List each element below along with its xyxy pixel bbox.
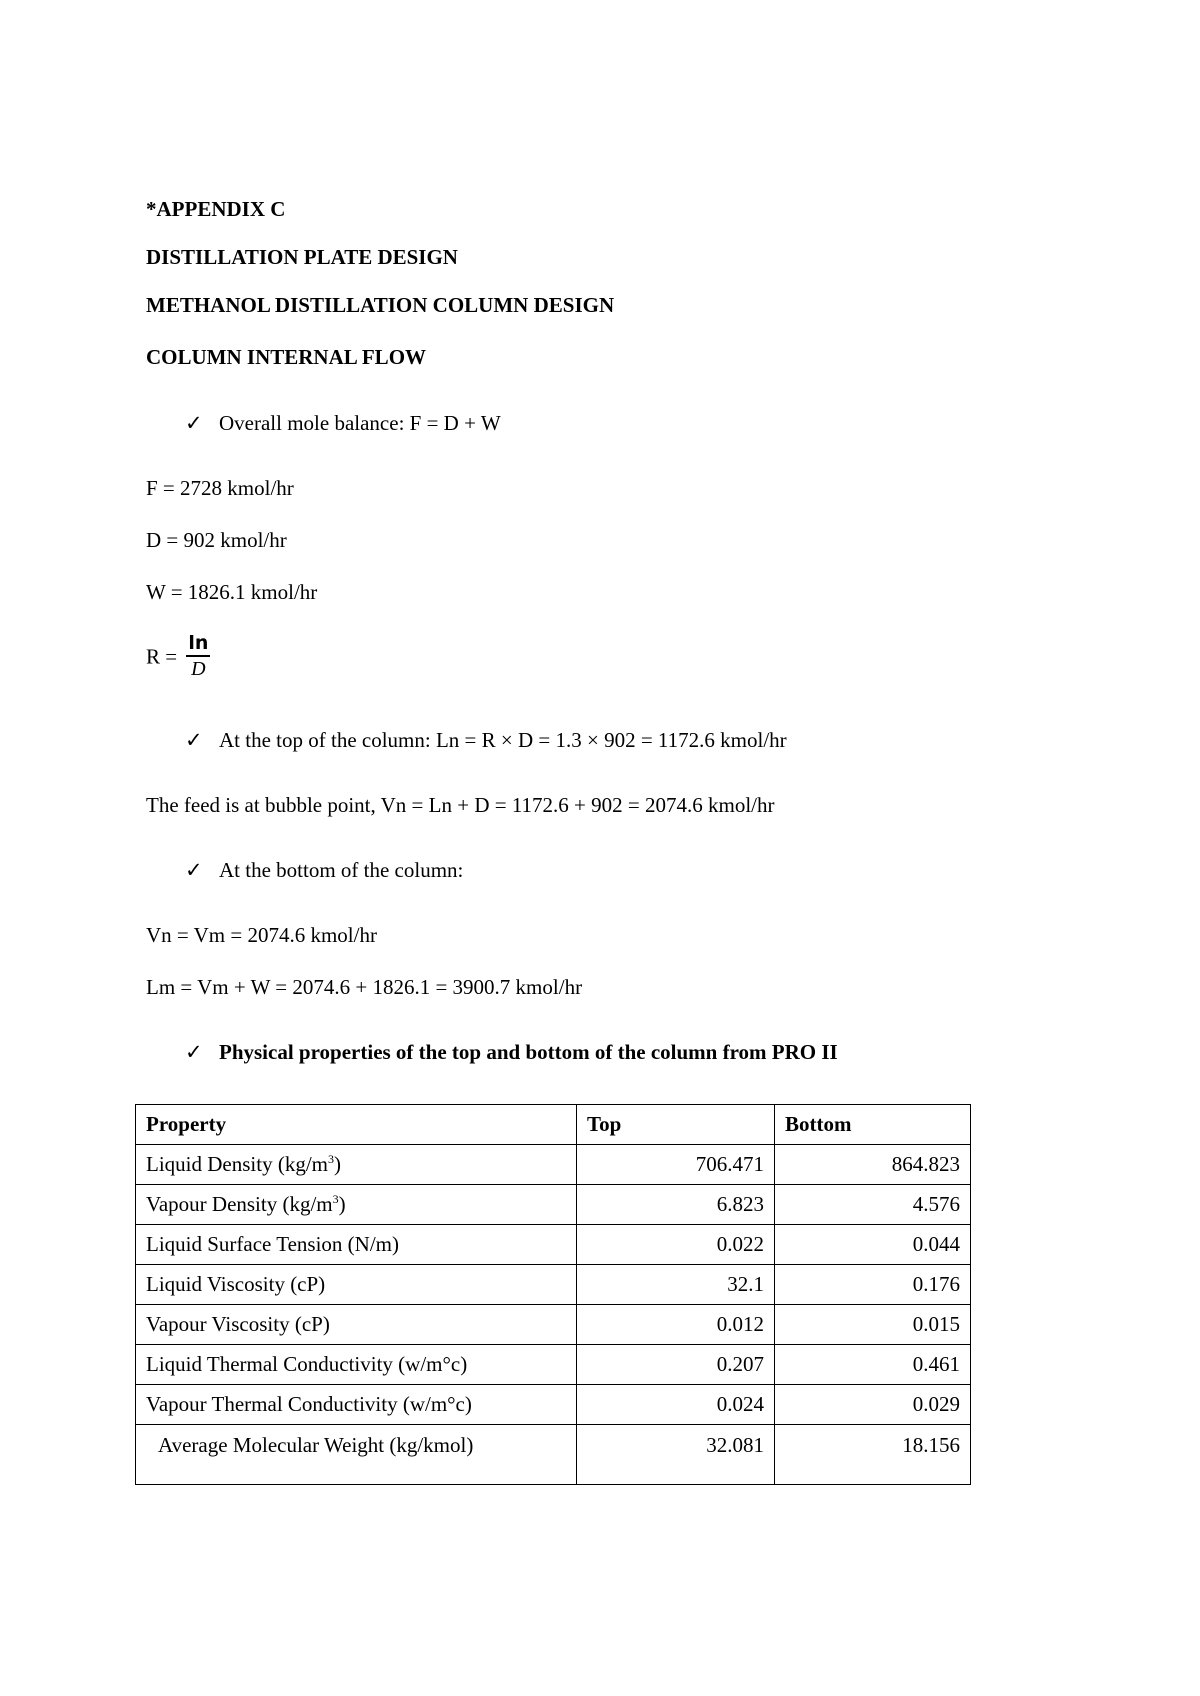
property-cell: Liquid Surface Tension (N/m) [136, 1225, 577, 1265]
property-cell: Vapour Viscosity (cP) [136, 1305, 577, 1345]
bottom-value-cell: 864.823 [775, 1145, 971, 1185]
internal-flow-heading: COLUMN INTERNAL FLOW [146, 345, 427, 369]
bottom-value-cell: 4.576 [775, 1185, 971, 1225]
top-value-cell: 0.012 [577, 1305, 775, 1345]
appendix-heading: *APPENDIX C [146, 197, 286, 221]
lm-equation: Lm = Vm + W = 2074.6 + 1826.1 = 3900.7 kmol/hr [146, 975, 583, 999]
bottom-value-cell: 0.044 [775, 1225, 971, 1265]
property-cell: Liquid Density $(kg/m^3)$ [136, 1145, 577, 1185]
check-mark-icon: ✓ [185, 1040, 203, 1064]
header-bottom: Bottom [775, 1105, 971, 1145]
header-property: Property [136, 1105, 577, 1145]
table-row [136, 1185, 971, 1225]
top-value-cell: 0.207 [577, 1345, 775, 1385]
top-of-column-item [185, 730, 787, 751]
top-value-cell: 0.022 [577, 1225, 775, 1265]
distillate-flow: D = 902 kmol/hr [146, 528, 287, 552]
reflux-lhs: R = [146, 644, 178, 669]
top-of-column-text: At the top of the column: Ln = R × D = 1.3 × 902 = 1172.6 kmol/hr [219, 728, 787, 752]
top-value-cell: 32.1 [577, 1265, 775, 1305]
bottom-value-cell: 0.029 [775, 1385, 971, 1425]
property-cell: Vapour Thermal Conductivity (w/m°c) [136, 1385, 577, 1425]
check-mark-icon: ✓ [185, 858, 203, 882]
physical-properties-table [135, 1104, 971, 1485]
bottom-of-column-text: At the bottom of the column: [219, 858, 464, 882]
feed-bubble-point-text: The feed is at bubble point, Vn = Ln + D = 1172.6 + 902 = 2074.6 kmol/hr [146, 793, 775, 817]
check-mark-icon: ✓ [185, 728, 203, 752]
vn-vm-equation: Vn = Vm = 2074.6 kmol/hr [146, 923, 377, 947]
physical-properties-item [185, 1042, 838, 1063]
bottoms-flow: W = 1826.1 kmol/hr [146, 580, 318, 604]
property-cell: Liquid Viscosity (cP) [136, 1265, 577, 1305]
property-cell: Vapour Density $(kg/m^3)$ [136, 1185, 577, 1225]
physical-properties-heading: Physical properties of the top and bottom of the column from PRO II [219, 1040, 838, 1064]
property-cell: Liquid Thermal Conductivity (w/m°c) [136, 1345, 577, 1385]
feed-flow: F = 2728 kmol/hr [146, 476, 294, 500]
top-value-cell: 6.823 [577, 1185, 775, 1225]
table-row [136, 1385, 971, 1425]
property-cell: Average Molecular Weight (kg/kmol) [136, 1425, 577, 1485]
bottom-of-column-item [185, 860, 463, 881]
reflux-fraction [186, 634, 210, 679]
reflux-equation [146, 632, 210, 681]
top-value-cell: 0.024 [577, 1385, 775, 1425]
overall-balance-text: Overall mole balance: F = D + W [219, 411, 501, 435]
table-header-row [136, 1105, 971, 1145]
top-value-cell: 32.081 [577, 1425, 775, 1485]
bottom-value-cell: 0.461 [775, 1345, 971, 1385]
bottom-value-cell: 0.015 [775, 1305, 971, 1345]
table-row [136, 1305, 971, 1345]
table-row [136, 1145, 971, 1185]
table-row [136, 1425, 971, 1485]
top-value-cell: 706.471 [577, 1145, 775, 1185]
column-design-heading: METHANOL DISTILLATION COLUMN DESIGN [146, 293, 615, 317]
bottom-value-cell: 18.156 [775, 1425, 971, 1485]
reflux-denominator: D [191, 658, 206, 680]
overall-balance-item [185, 413, 501, 434]
check-mark-icon: ✓ [185, 411, 203, 435]
reflux-numerator: ln [186, 634, 210, 657]
header-top: Top [577, 1105, 775, 1145]
table-row [136, 1345, 971, 1385]
table-row [136, 1225, 971, 1265]
plate-design-heading: DISTILLATION PLATE DESIGN [146, 245, 458, 269]
table-row [136, 1265, 971, 1305]
bottom-value-cell: 0.176 [775, 1265, 971, 1305]
